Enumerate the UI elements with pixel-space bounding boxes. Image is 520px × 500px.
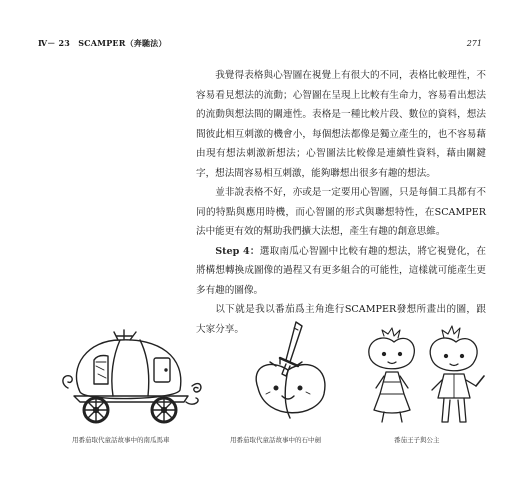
step-label: Step 4： [215,245,260,257]
paragraph-4: 以下就是我以番茄爲主角進行SCAMPER發想所畫出的圖，跟大家分享。 [196,304,486,335]
body-text [196,66,486,339]
caption-carriage: 用番茄取代童話故事中的南瓜馬車 [72,436,170,444]
tomato-prince-princess-illustration [358,324,488,430]
tomato-sword-illustration [236,318,346,430]
caption-sword: 用番茄取代童話故事中的石中劍 [230,436,321,444]
paragraph-2: 並非說表格不好，亦或是一定要用心智圖，只是每個工具都有不同的特點與應用時機，而心智圖的形式與聯想特性，在SCAMPER法中能更有效的幫助我們擴大法想，產生有趣的創意思維。 [196,187,486,237]
tomato-carriage-illustration [58,326,208,426]
paragraph-3 [196,242,486,301]
chapter-title: Ⅳ－ 23 SCAMPER（奔馳法） [38,37,167,48]
page-header [38,35,482,51]
step-text: 選取南瓜心智圖中比較有趣的想法，將它視覺化，在將構想轉換成圖像的過程又有更多組合的可能性，這樣就可能產生更多有趣的圖像。 [196,245,486,296]
page-number: 271 [466,38,482,48]
caption-prince-princess: 番茄王子與公主 [394,436,440,444]
paragraph-1: 我覺得表格與心智圖在視覺上有很大的不同，表格比較理性，不容易看見想法的流動；心智圖在呈現上比較有生命力，容易看出想法的流動與想法間的關連性。表格是一種比較片段、數位的資料，想法間彼此相互刺激的機會小，每個想法都像是獨立產生的，也不容易藉由現有想法刺激新想法；心智圖法比較像是連續性資料，藉由關鍵字，想法間容易相互刺激，能夠聯想出很多有趣的想法。 [196,70,486,179]
illustrations [58,318,488,458]
